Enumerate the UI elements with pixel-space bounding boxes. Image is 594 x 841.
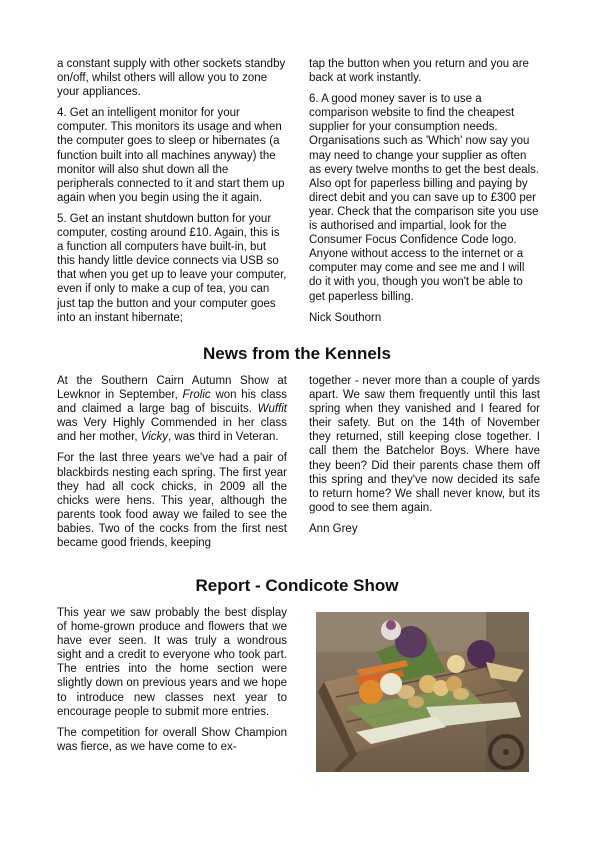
- kennels-paragraph-1: At the Southern Cairn Autumn Show at Lewknor in September, Frolic won his class and claimed a large bag of biscuits. Wuffit was Very Highly Commended in her class and her mother, Vicky, was third in Veteran.: [57, 375, 287, 444]
- energy-tip-4: 4. Get an intelligent monitor for your computer. This monitors its usage and when the computer goes to sleep or hibernates (a function built into all machines anyway) the monitor will also shut down all the peripherals connected to it and start them up again when you begin using the it again.: [57, 107, 285, 204]
- energy-tip-5: 5. Get an instant shutdown button for your computer, costing around £10. Again, this is a function all computers have built-in, but this handy little device connects via USB so that when you get up to leave your computer, even if only to make a cup of tea, you can just tap the button and your computer goes into an instant hibernate;: [57, 212, 287, 324]
- vegetable-wheelbarrow-photo: [316, 612, 529, 772]
- condicote-heading: Report - Condicote Show: [195, 576, 399, 595]
- energy-tips-right-column: [309, 57, 540, 332]
- dog-name-frolic: Frolic: [182, 389, 211, 402]
- condicote-paragraph-2: The competition for overall Show Champion was fierce, as we have come to ex-: [57, 726, 287, 753]
- condicote-left-column: [57, 606, 287, 761]
- energy-tip-continued: a constant supply with other sockets standby on/off, whilst others will allow you to zone your appliances.: [57, 58, 286, 99]
- kennels-paragraph-3: together - never more than a couple of yards apart. We saw them frequently until this last spring when they vanished and I feared for their safety. But on the 14th of November they returned, still keeping close together. I call them the Batchelor Boys. Where have they been? Did their parents chase them off this spring and they've now decided its safe to return home? We shall never know, but its good to see them again.: [309, 375, 540, 514]
- energy-tips-left-column: [57, 57, 287, 332]
- dog-name-vicky: Vicky: [140, 431, 169, 444]
- kennels-left-column: [57, 374, 287, 557]
- energy-tip-5-continued: tap the button when you return and you are back at work instantly.: [309, 58, 529, 85]
- kennels-author: Ann Grey: [309, 522, 358, 535]
- dog-name-wuffit: Wuffit: [257, 403, 287, 416]
- kennels-right-column: [309, 374, 540, 543]
- kennels-heading: News from the Kennels: [203, 344, 391, 363]
- condicote-paragraph-1: This year we saw probably the best display of home-grown produce and flowers that we have ever seen. It was truly a wondrous sight and a credit to everyone who took part. The entries into the home section were slightly down on previous years and we hope to introduce new classes next year to encourage people to submit more entries.: [57, 607, 287, 718]
- energy-tip-6: 6. A good money saver is to use a comparison website to find the cheapest supplier for your consumption needs. Organisations such as 'Which' now say you may need to change your supplier as often as every twelve months to get the best deals. Also opt for paperless billing and paying by direct debit and you can save up to £300 per year. Check that the comparison site you use is authorised and impartial, look for the Consumer Focus Confidence Code logo. Anyone without access to the internet or a computer may come and see me and I will do it with you, though you won't be able to get paperless billing.: [309, 93, 540, 303]
- energy-author: Nick Southorn: [309, 311, 382, 324]
- kennels-paragraph-2: For the last three years we've had a pair of blackbirds nesting each spring. The first year they had all cock chicks, in 2009 all the chicks were hens. This year, although the parents took food away we failed to see the babies. Two of the cocks from the first nest became good friends, keeping: [57, 452, 287, 550]
